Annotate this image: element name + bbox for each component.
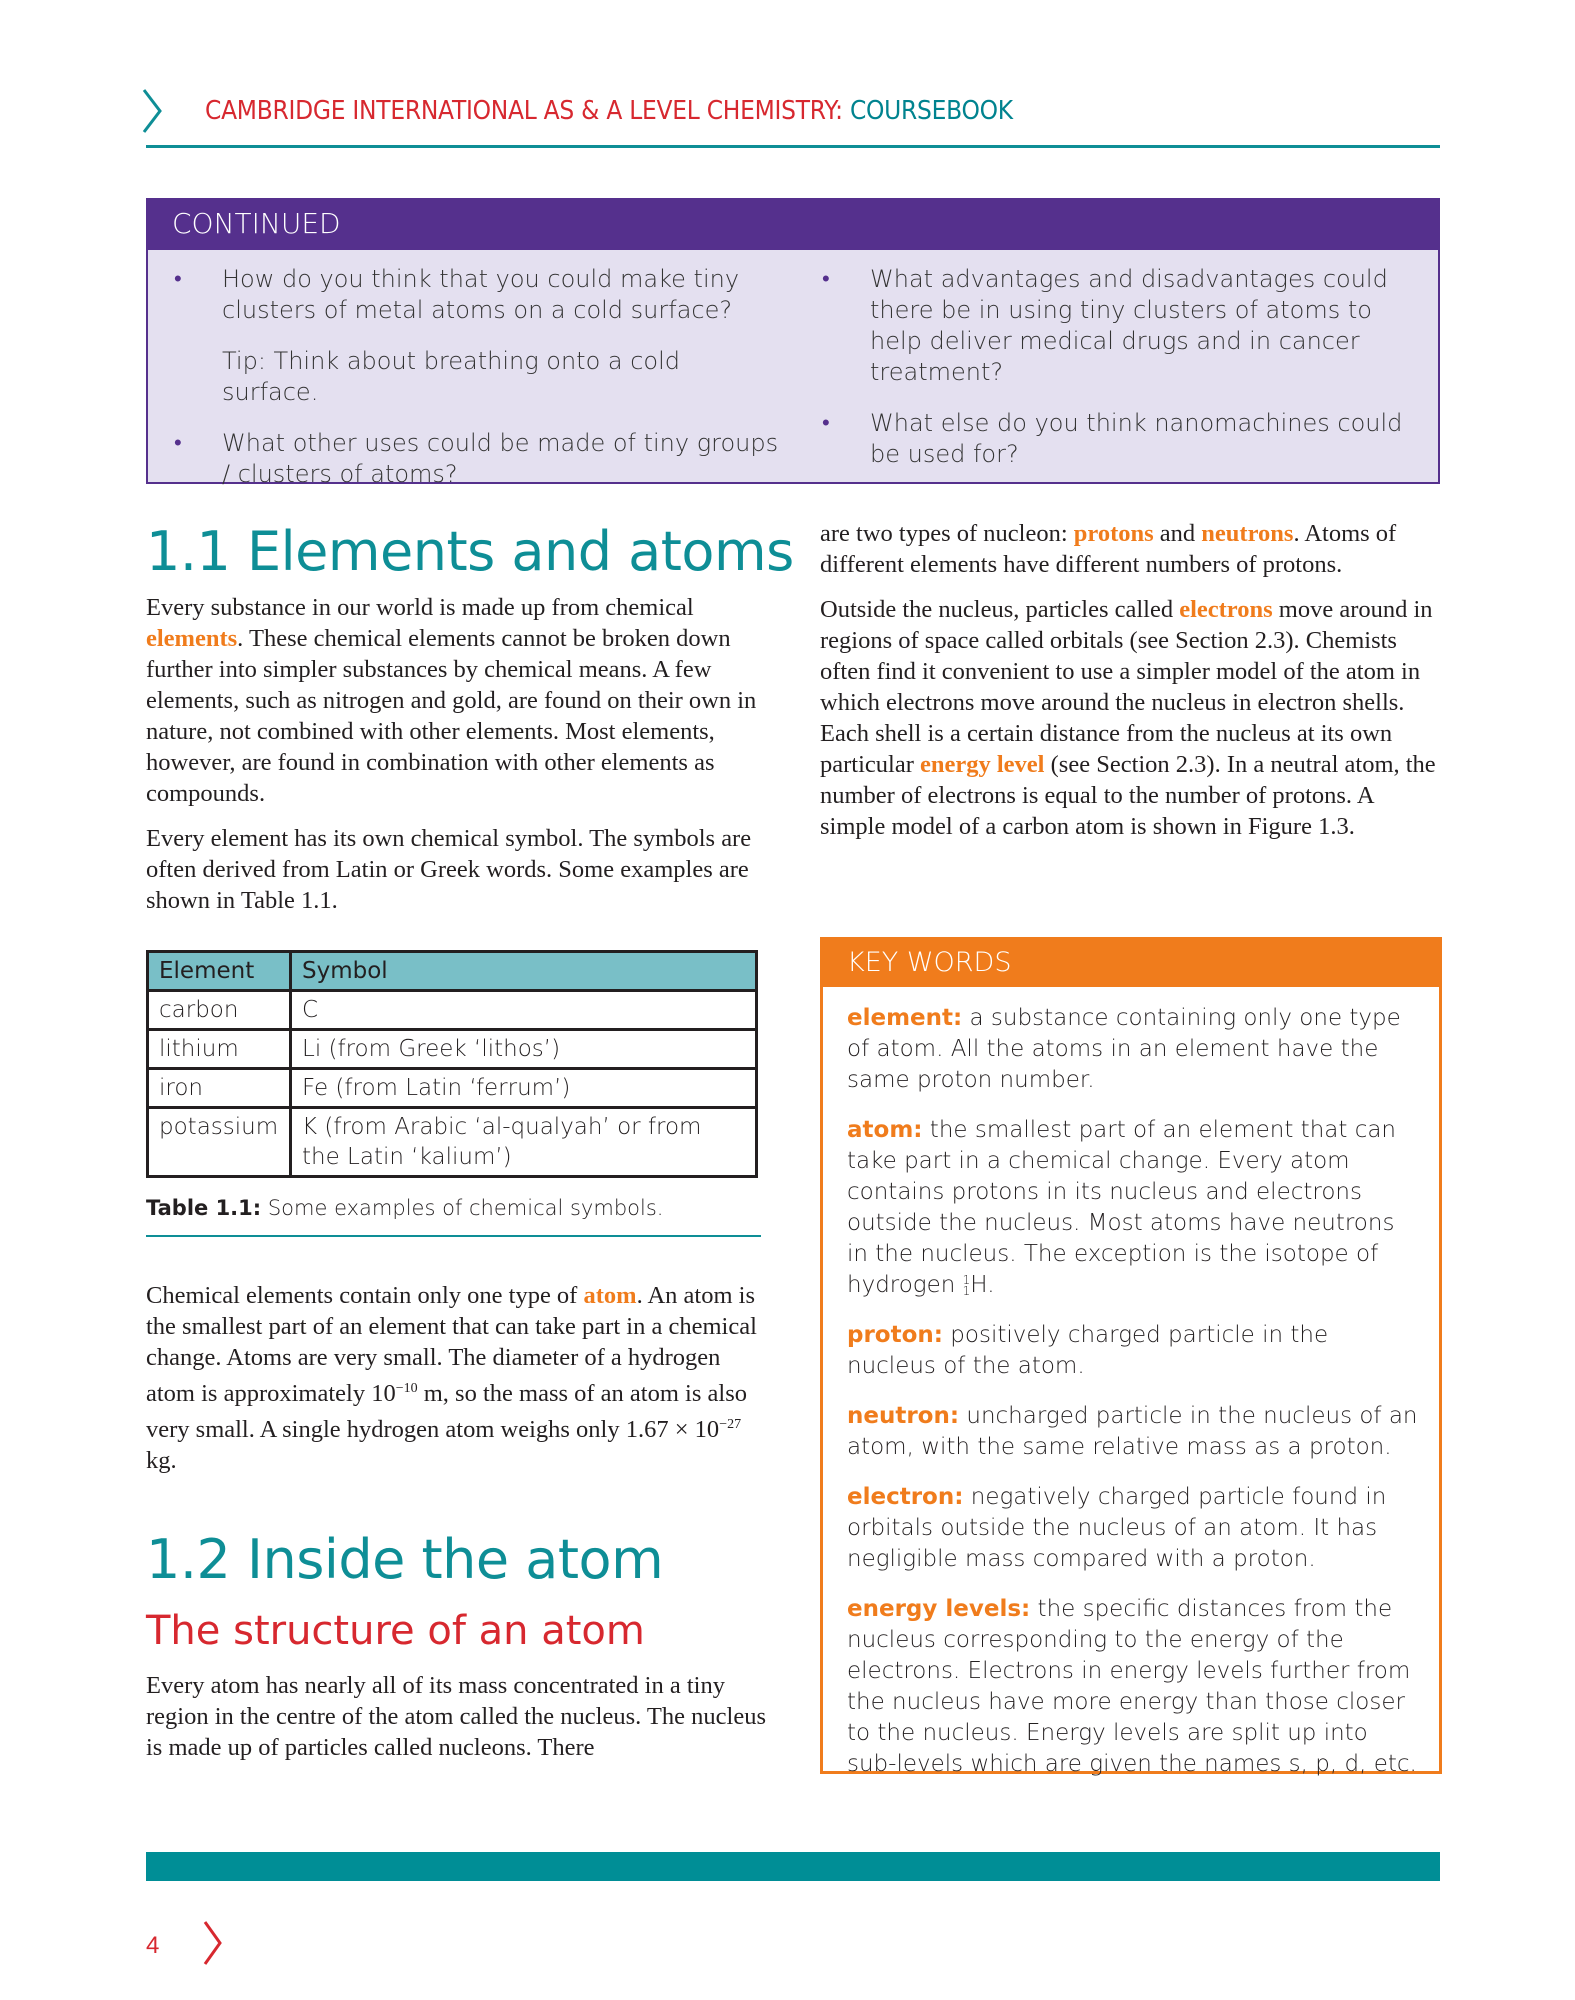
key-word-item: neutron: uncharged particle in the nucleus of an atom, with the same relative mass as a proton. <box>847 1403 1418 1460</box>
footer-bar <box>146 1852 1440 1881</box>
table-row: lithium Li (from Greek ‘lithos’) <box>148 1030 757 1069</box>
key-word-item: proton: positively charged particle in the nucleus of the atom. <box>847 1322 1329 1379</box>
symbols-table <box>146 950 758 1178</box>
paragraph: are two types of nucleon: protons and neutrons. Atoms of different elements have different numbers of protons. <box>820 520 1397 578</box>
question: • What other uses could be made of tiny groups / clusters of atoms? <box>222 428 782 490</box>
table-row: potassium K (from Arabic ‘al-qualyah’ or from the Latin ‘kalium’) <box>148 1108 757 1177</box>
key-term: protons <box>1073 520 1154 547</box>
continued-box <box>146 198 1440 488</box>
header-rule <box>146 145 1440 148</box>
table-row: iron Fe (from Latin ‘ferrum’) <box>148 1069 757 1108</box>
key-term: elements <box>146 625 238 652</box>
key-term: electrons <box>1179 596 1273 623</box>
tip: Tip: Think about breathing onto a cold surface. <box>222 347 681 406</box>
question: • What advantages and disadvantages could there be in using tiny clusters of atoms to help deliver medical drugs and in cancer treatment? <box>870 264 1430 388</box>
key-word-item: energy levels: the specific distances from the nucleus corresponding to the energy of the electrons. Electrons in energy levels further from the nucleus have more energy than those closer to the nucleus. Energy levels are split up into sub-levels which are given the names s, p, d, etc. <box>847 1596 1417 1777</box>
page-number: 4 <box>146 1932 160 1959</box>
caption-rule <box>146 1235 761 1237</box>
key-words-box <box>820 937 1442 1777</box>
question: • How do you think that you could make tiny clusters of metal atoms on a cold surface? <box>222 264 782 326</box>
chevron-right-icon <box>200 1920 226 1966</box>
paragraph: Chemical elements contain only one type of atom. An atom is the smallest part of an element that can take part in a chemical change. Atoms are very small. The diameter of a hydrogen atom is approximately $10^{-10}$ m, so the mass of an atom is also very small. A single hydrogen atom weighs only $1.67 \times 10^{-27}$ kg. <box>146 1282 757 1475</box>
key-word-item: electron: negatively charged particle found in orbitals outside the nucleus of an atom. It has negligible mass compared with a proton. <box>847 1484 1387 1572</box>
paragraph: Every element has its own chemical symbol. The symbols are often derived from Latin or Greek words. Some examples are shown in Table 1.1. <box>146 825 752 914</box>
key-words-heading: KEY WORDS <box>823 937 1439 987</box>
key-word-item: element: a substance containing only one type of atom. All the atoms in an element have the same proton number. <box>847 1005 1401 1093</box>
key-term: atom <box>583 1282 637 1309</box>
paragraph: Every atom has nearly all of its mass concentrated in a tiny region in the centre of the atom called the nucleus. The nucleus is made up of particles called nucleons. There <box>146 1672 766 1761</box>
question: • What else do you think nanomachines could be used for? <box>870 408 1430 470</box>
table-row: carbon C <box>148 991 757 1030</box>
subsection-heading: The structure of an atom <box>146 1608 645 1654</box>
header-title-red: CAMBRIDGE INTERNATIONAL AS & A LEVEL CHEMISTRY: <box>205 96 850 126</box>
header-title-teal: COURSEBOOK <box>849 96 1013 126</box>
key-term: neutrons <box>1201 520 1294 547</box>
running-header <box>205 96 1013 126</box>
continued-heading: CONTINUED <box>148 198 1438 250</box>
table-caption: Table 1.1: Some examples of chemical symbols. <box>146 1196 664 1220</box>
table-header-row: Element Symbol <box>148 952 757 991</box>
chevron-right-icon <box>140 88 166 134</box>
paragraph: Outside the nucleus, particles called electrons move around in regions of space called orbitals (see Section 2.3). Chemists often find it convenient to use a simpler model of the atom in which electrons move around the nucleus in electron shells. Each shell is a certain distance from the nucleus at its own particular energy level (see Section 2.3). In a neutral atom, the number of electrons is equal to the number of protons. A simple model of a carbon atom is shown in Figure 1.3. <box>820 596 1436 840</box>
paragraph: Every substance in our world is made up from chemical elements. These chemical elements cannot be broken down further into simpler substances by chemical means. A few elements, such as nitrogen and gold, are found on their own in nature, not combined with other elements. Most elements, however, are found in combination with other elements as compounds. <box>146 594 757 807</box>
key-word-item: atom: the smallest part of an element that can take part in a chemical change. Every atom contains protons in its nucleus and electrons outside the nucleus. Most atoms have neutrons in the nucleus. The exception is the isotope of hydrogen 1 1H. <box>847 1117 1397 1298</box>
section-heading: 1.2 Inside the atom <box>146 1528 664 1591</box>
isotope-notation: 1 1 <box>962 1272 971 1298</box>
section-heading: 1.1 Elements and atoms <box>146 520 794 583</box>
key-term: energy level <box>920 751 1045 778</box>
